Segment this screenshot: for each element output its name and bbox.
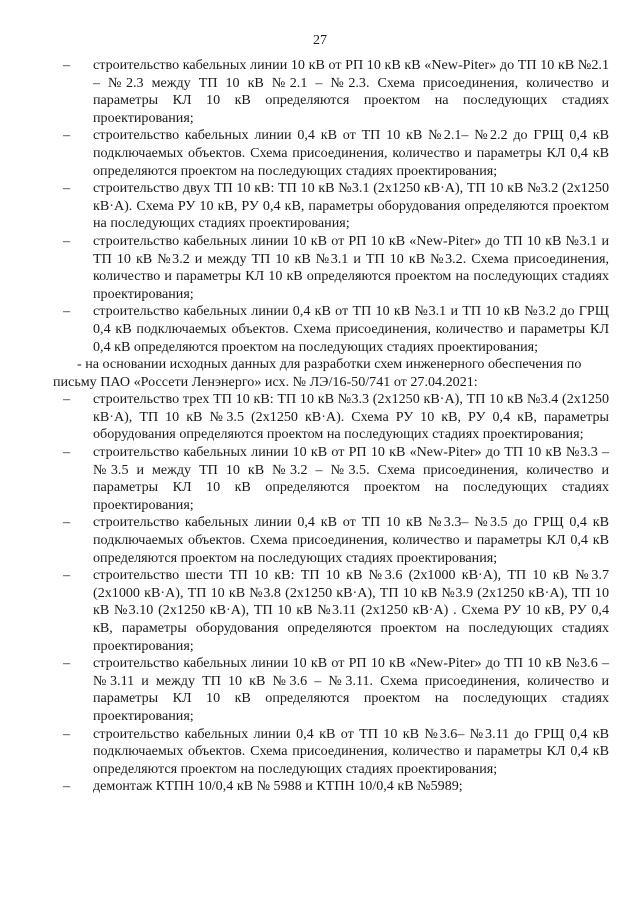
list-item xyxy=(63,514,609,567)
list-item xyxy=(63,180,609,233)
list-item xyxy=(63,567,609,655)
bullet-dash: – xyxy=(63,127,71,144)
list-item xyxy=(63,303,609,356)
list-item xyxy=(63,391,609,444)
bullet-dash: – xyxy=(63,444,71,461)
list-item-text: строительство кабельных линии 0,4 кВ от ТП 10 кВ №2.1– №2.2 до ГРЩ 0,4 кВ подключаемых объектов. Схема присоединения, количество и параметры КЛ 0,4 кВ определяются проектом на последующих стадиях проектирования; xyxy=(93,127,609,179)
list-item-text: строительство кабельных линии 10 кВ от РП 10 кВ «New-Piter» до ТП 10 кВ №3.6 – №3.11 и между ТП 10 кВ №3.6 – №3.11. Схема присоединения, количество и параметры КЛ 10 кВ определяются проектом на последующих стадиях проектирования; xyxy=(93,655,609,724)
list-item xyxy=(63,444,609,514)
list-item xyxy=(63,655,609,725)
bullet-dash: – xyxy=(63,232,71,249)
bullet-dash: – xyxy=(63,180,71,197)
list-item xyxy=(63,57,609,127)
list-item-text: строительство шести ТП 10 кВ: ТП 10 кВ №3.6 (2х1000 кВ·А), ТП 10 кВ №3.7 (2х1000 кВ·А), ТП 10 кВ №3.8 (2х1250 кВ·А), ТП 10 кВ №3.9 (2х1250 кВ·А), ТП 10 кВ №3.10 (2х1250 кВ·А), ТП 10 кВ №3.11 (2х1250 кВ·А) . Схема РУ 10 кВ, РУ 0,4 кВ, параметры оборудования определяются проектом на последующих стадиях проектирования; xyxy=(93,567,609,654)
list-item xyxy=(63,778,609,796)
list-item xyxy=(63,127,609,180)
bullet-dash: – xyxy=(63,514,71,531)
list-item-text: демонтаж КТПН 10/0,4 кВ № 5988 и КТПН 10/0,4 кВ №5989; xyxy=(93,778,463,795)
list-item-text: строительство кабельных линии 0,4 кВ от ТП 10 кВ №3.1 и ТП 10 кВ №3.2 до ГРЩ 0,4 кВ подключаемых объектов. Схема присоединения, количество и параметры КЛ 0,4 кВ определяются проектом на последующих стадиях проектирования; xyxy=(93,303,609,355)
bullet-dash: – xyxy=(63,725,71,742)
page-number: 27 xyxy=(313,33,327,48)
bullet-dash: – xyxy=(63,655,71,672)
bullet-dash: – xyxy=(63,303,71,320)
bullet-dash: – xyxy=(63,391,71,408)
list-item-text: строительство кабельных линии 10 кВ от РП 10 кВ кВ «New-Piter» до ТП 10 кВ №2.1 – №2.3 между ТП 10 кВ №2.1 – №2.3. Схема присоединения, количество и параметры КЛ 10 кВ определяются проектом на последующих стадиях проектирования; xyxy=(93,57,609,126)
document-body xyxy=(53,57,609,796)
list-item-text: строительство кабельных линии 10 кВ от РП 10 кВ «New-Piter» до ТП 10 кВ №3.3 – №3.5 и между ТП 10 кВ №3.2 – №3.5. Схема присоединения, количество и параметры КЛ 10 кВ определяются проектом на последующих стадиях проектирования; xyxy=(93,444,609,513)
list-item-text: строительство трех ТП 10 кВ: ТП 10 кВ №3.3 (2х1250 кВ·А), ТП 10 кВ №3.4 (2х1250 кВ·А), ТП 10 кВ №3.5 (2х1250 кВ·А). Схема РУ 10 кВ, РУ 0,4 кВ, параметры оборудования определяются проектом на последующих стадиях проектирования; xyxy=(93,391,609,443)
list-item-text: строительство двух ТП 10 кВ: ТП 10 кВ №3.1 (2х1250 кВ·А), ТП 10 кВ №3.2 (2х1250 кВ·А). Схема РУ 10 кВ, РУ 0,4 кВ, параметры оборудования определяются проектом на последующих стадиях проектирования; xyxy=(93,180,609,232)
paragraph: - на основании исходных данных для разработки схем инженерного обеспечения по письму ПАО «Россети Ленэнерго» исх. № ЛЭ/16-50/741 от 27.04.2021: xyxy=(53,356,582,390)
bullet-dash: – xyxy=(63,778,71,795)
list-item xyxy=(63,232,609,303)
list-item xyxy=(63,725,609,779)
list-item-text: строительство кабельных линии 0,4 кВ от ТП 10 кВ №3.6– №3.11 до ГРЩ 0,4 кВ подключаемых объектов. Схема присоединения, количество и параметры КЛ 0,4 кВ определяются проектом на последующих стадиях проектирования; xyxy=(93,725,609,777)
list-item-text: строительство кабельных линии 0,4 кВ от ТП 10 кВ №3.3– №3.5 до ГРЩ 0,4 кВ подключаемых объектов. Схема присоединения, количество и параметры КЛ 0,4 кВ определяются проектом на последующих стадиях проектирования; xyxy=(93,514,609,566)
bullet-dash: – xyxy=(63,567,71,584)
list-item-text: строительство кабельных линии 10 кВ от РП 10 кВ «New-Piter» до ТП 10 кВ №3.1 и ТП 10 кВ №3.2 и между ТП 10 кВ №3.1 и ТП 10 кВ №3.2. Схема присоединения, количество и параметры КЛ 10 кВ определяются проектом на последующих стадиях проектирования; xyxy=(93,232,609,302)
bullet-dash: – xyxy=(63,57,71,73)
